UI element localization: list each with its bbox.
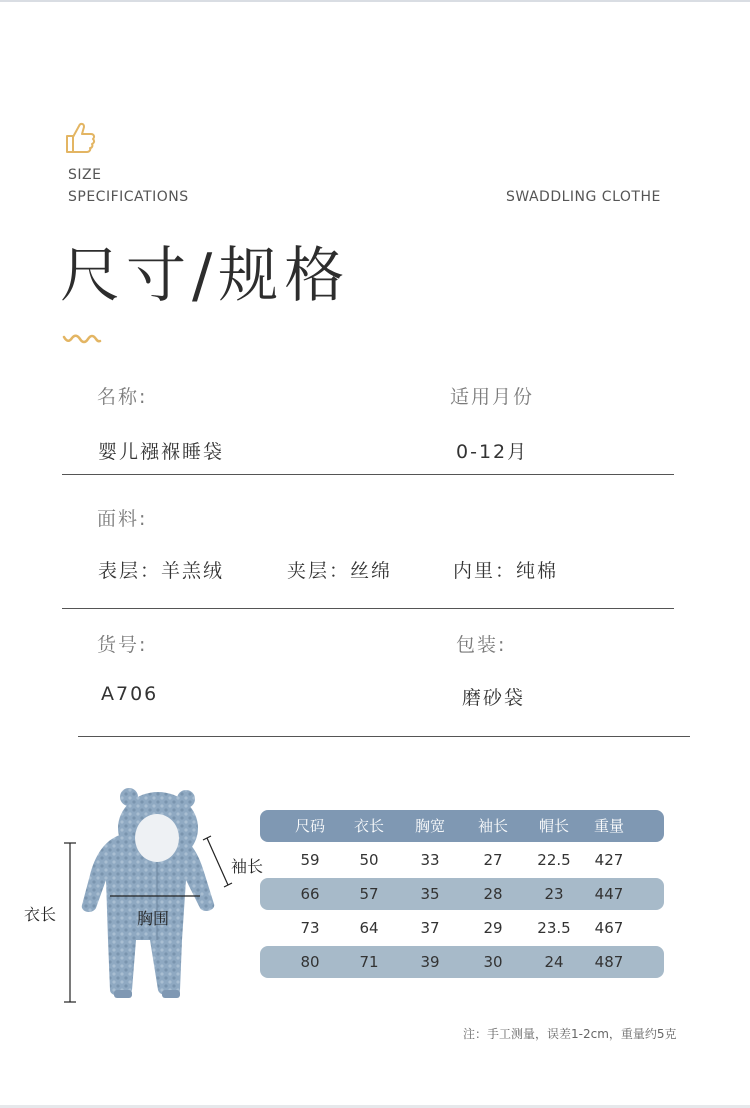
outer-layer-value: 表层：羊羔绒 [98,560,225,582]
table-header-cell: 帽长 [538,817,569,835]
table-header-cell: 尺码 [294,817,325,835]
top-border [0,0,750,2]
table-cell: 80 [300,953,320,971]
table-row [260,946,664,978]
divider [62,474,674,475]
table-cell: 28 [483,885,503,903]
specifications-label: SPECIFICATIONS [68,189,189,205]
table-row [260,878,664,910]
table-cell: 447 [594,885,624,903]
garment-measurement-figure [0,780,270,1020]
table-cell: 66 [300,885,320,903]
age-label: 适用月份 [450,386,535,408]
table-cell: 71 [359,953,379,971]
divider [62,608,674,609]
table-header-row [260,810,664,842]
table-cell: 33 [420,851,440,869]
table-cell: 37 [420,919,440,937]
table-cell: 29 [483,919,503,937]
table-cell: 22.5 [537,851,571,869]
name-value: 婴儿襁褓睡袋 [98,441,225,463]
item-no-value: A706 [101,683,159,705]
table-cell: 59 [300,851,320,869]
table-header-cell: 衣长 [353,817,384,835]
table-cell: 30 [483,953,503,971]
table-cell: 23 [544,885,564,903]
table-cell: 427 [594,851,624,869]
table-cell: 39 [420,953,440,971]
divider [78,736,690,737]
thumbs-up-icon [64,120,96,156]
chest-label: 胸围 [137,909,170,928]
inner-layer-value: 内里：纯棉 [453,560,559,582]
table-cell: 27 [483,851,503,869]
packaging-label: 包装: [456,634,507,656]
wave-decoration-icon [62,334,102,346]
table-header-cell: 胸宽 [414,817,445,835]
page-title: 尺寸/规格 [60,241,351,311]
table-cell: 35 [420,885,440,903]
table-cell: 467 [594,919,624,937]
item-no-label: 货号: [97,634,148,656]
table-header-cell: 重量 [593,817,624,835]
table-cell: 24 [544,953,564,971]
table-cell: 50 [359,851,379,869]
product-type-label: SWADDLING CLOTHE [506,189,661,205]
length-label: 衣长 [24,905,57,924]
packaging-value: 磨砂袋 [462,687,526,709]
table-cell: 64 [359,919,379,937]
sleeve-label: 袖长 [231,857,264,876]
size-label: SIZE [68,167,102,183]
table-cell: 23.5 [537,919,571,937]
fabric-label: 面料: [97,508,148,530]
table-row [260,912,664,944]
age-value: 0-12月 [456,441,529,463]
size-table [260,810,664,980]
middle-layer-value: 夹层：丝绵 [287,560,393,582]
measurement-note: 注：手工测量，误差1-2cm，重量约5克 [463,1027,677,1041]
table-cell: 73 [300,919,320,937]
name-label: 名称: [97,386,148,408]
table-row [260,844,664,876]
table-cell: 487 [594,953,624,971]
table-cell: 57 [359,885,379,903]
table-header-cell: 袖长 [477,817,508,835]
